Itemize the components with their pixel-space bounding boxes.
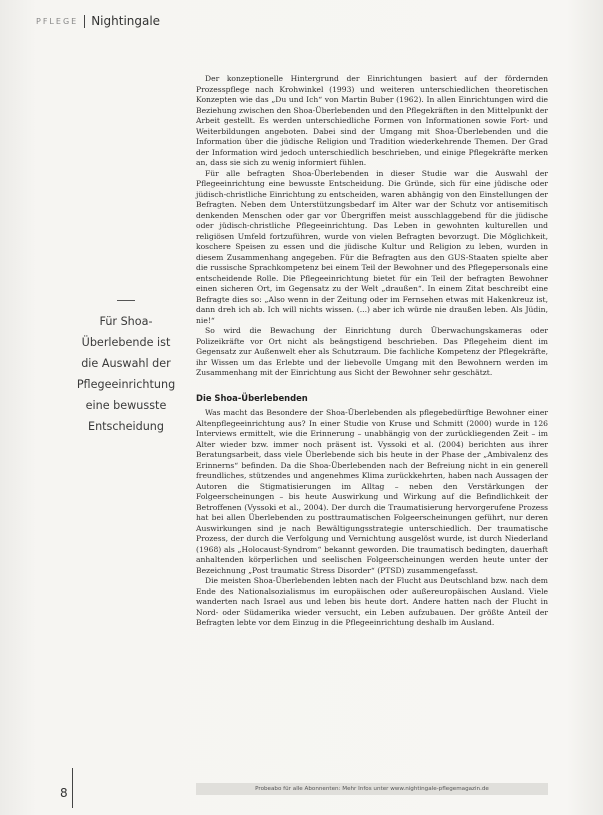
footer-banner: Probeabo für alle Abonnenten: Mehr Infos unter www.nightingale-pflegemagazin.de (196, 783, 548, 795)
pull-quote-line: Für Shoa- (99, 315, 153, 328)
pull-quote-line: eine bewusste (85, 399, 167, 412)
section-heading: Die Shoa-Überlebenden (196, 392, 308, 403)
running-header (36, 14, 160, 28)
page-number: 8 (60, 786, 68, 800)
body-paragraph: Der konzeptionelle Hintergrund der Einrichtungen basiert auf der fördernden Prozesspflege nach Krohwinkel (1993) und weiteren unterschiedlichen theoretischen Konzepten wie das „Du und Ich“ von Martin Buber (1962). In allen Einrichtungen wird die Beziehung zwischen den Shoa-Überlebenden und den Pflegekräften in den Mittelpunkt der Arbeit gestellt. Es werden unterschiedliche Formen von Informationen sowie Fort- und Weiterbildungen angeboten. Dabei sind der Umgang mit Shoa-Überlebenden und die Information über die jüdische Religion und Tradition wiederkehrende Themen. Der Grad der Information wird jedoch unterschiedlich beschrieben, und einige Pflegekräfte merken an, dass sie sich zu wenig informiert fühlen. (196, 74, 548, 167)
pull-quote-line: Entscheidung (88, 420, 164, 433)
pull-quote-line: Überlebende ist (81, 336, 171, 349)
body-paragraph: Die meisten Shoa-Überlebenden lebten nach der Flucht aus Deutschland bzw. nach dem Ende des Nationalsozialismus im europäischen oder außereuropäischen Ausland. Viele wanderten nach Israel aus und leben bis heute dort. Andere hatten nach der Flucht in Nord- oder Südamerika wieder versucht, ein Leben aufzubauen. Der größte Anteil der Befragten lebte vor dem Einzug in die Pflegeeinrichtung deshalb im Ausland. (196, 576, 548, 627)
page-number-rule (72, 768, 73, 808)
pull-quote-line: Pflegeeinrichtung (76, 378, 176, 391)
pull-quote (64, 300, 188, 437)
pull-quote-rule (117, 300, 135, 301)
journal-name: Nightingale (91, 14, 161, 28)
body-paragraph: So wird die Bewachung der Einrichtung durch Überwachungskameras oder Polizeikräfte vor Ort nicht als beängstigend beschrieben. Das Pflegeheim dient im Gegensatz zur Außenwelt eher als Schutzraum. Die fachliche Kompetenz der Pflegekräfte, ihr Wissen um das Erlebte und der liebevolle Umgang mit den Bewohnern werden im Zusammenhang mit der Einrichtung aus Sicht der Bewohner sehr geschätzt. (196, 326, 548, 377)
pull-quote-line: die Auswahl der (81, 357, 171, 370)
header-divider (84, 15, 85, 28)
section-label: PFLEGE (36, 16, 79, 26)
pull-quote-text (64, 311, 188, 437)
body-paragraph: Für alle befragten Shoa-Überlebenden in dieser Studie war die Auswahl der Pflegeeinrichtung eine bewusste Entscheidung. Die Gründe, sich für eine jüdische oder jüdisch-christliche Einrichtung zu entscheiden, waren abhängig von den Einstellungen der Befragten. Neben dem Unterstützungsbedarf im Alter war der Schutz vor antisemitisch denkenden Menschen oder gar vor Übergriffen meist ausschlaggebend für die jüdische oder jüdisch-christliche Pflegeeinrichtung. Das Leben in gewohnten kulturellen und religiösen Umfeld fortzuführen, wurde von vielen Befragten bevorzugt. Die Möglichkeit, koschere Speisen zu essen und die jüdische Kultur und Religion zu leben, wurden in diesem Zusammenhang angegeben. Für die Befragten aus den GUS-Staaten spielte aber die russische Sprachkompetenz bei einem Teil der Bewohner und des Pflegepersonals eine entscheidende Rolle. Die Pflegeeinrichtung bietet für ein Teil der befragten Bewohner einen sicheren Ort, im Gegensatz zu der Welt „draußen“. In einem Zitat beschreibt eine Befragte dies so: „Also wenn in der Zeitung oder im Fernsehen etwas mit Hakenkreuz ist, dann dreh ich ab. Ich will nichts wissen. (...) aber ich würde nie draußen leben. Als Jüdin, nie!“ (196, 168, 548, 325)
body-paragraph: Was macht das Besondere der Shoa-Überlebenden als pflegebedürftige Bewohner einer Altenpflegeeinrichtung aus? In einer Studie von Kruse und Schmitt (2000) wurde in 126 Interviews ermittelt, wie die Erinnerung – unabhängig von der zurückliegenden Zeit – im Alter wieder bzw. immer noch präsent ist. Vyssoki et al. (2004) berichten aus ihrer Beratungsarbeit, dass viele Überlebende sich bis heute in der Phase der „Ambivalenz des Erinnerns“ befinden. Da die Shoa-Überlebenden nach der Befreiung nicht in ein generell freundliches, stützendes und angenehmes Klima zurückkehrten, haben nach Aussagen der Autoren die Stigmatisierungen im Alltag – neben den Verstärkungen der Folgeerscheinungen – bis heute Auswirkung und Wirkung auf die Befindlichkeit der Betroffenen (Vyssoki et al., 2004). Der durch die Traumatisierung hervorgerufene Prozess hat bei allen Überlebenden zu posttraumatischen Folgeerscheinungen geführt, nur deren Auswirkungen sind je nach Bewältigungsstrategie unterschiedlich. Der traumatische Prozess, der durch die Verfolgung und Vernichtung ausgelöst wurde, ist durch Niederland (1968) als „Holocaust-Syndrom“ bekannt geworden. Die traumatisch bedingten, dauerhaft anhaltenden körperlichen und seelischen Folgeerscheinungen werden heute unter der Bezeichnung „Post traumatic Stress Disorder“ (PTSD) zusammengefasst. (196, 408, 548, 575)
article-body (196, 74, 548, 629)
